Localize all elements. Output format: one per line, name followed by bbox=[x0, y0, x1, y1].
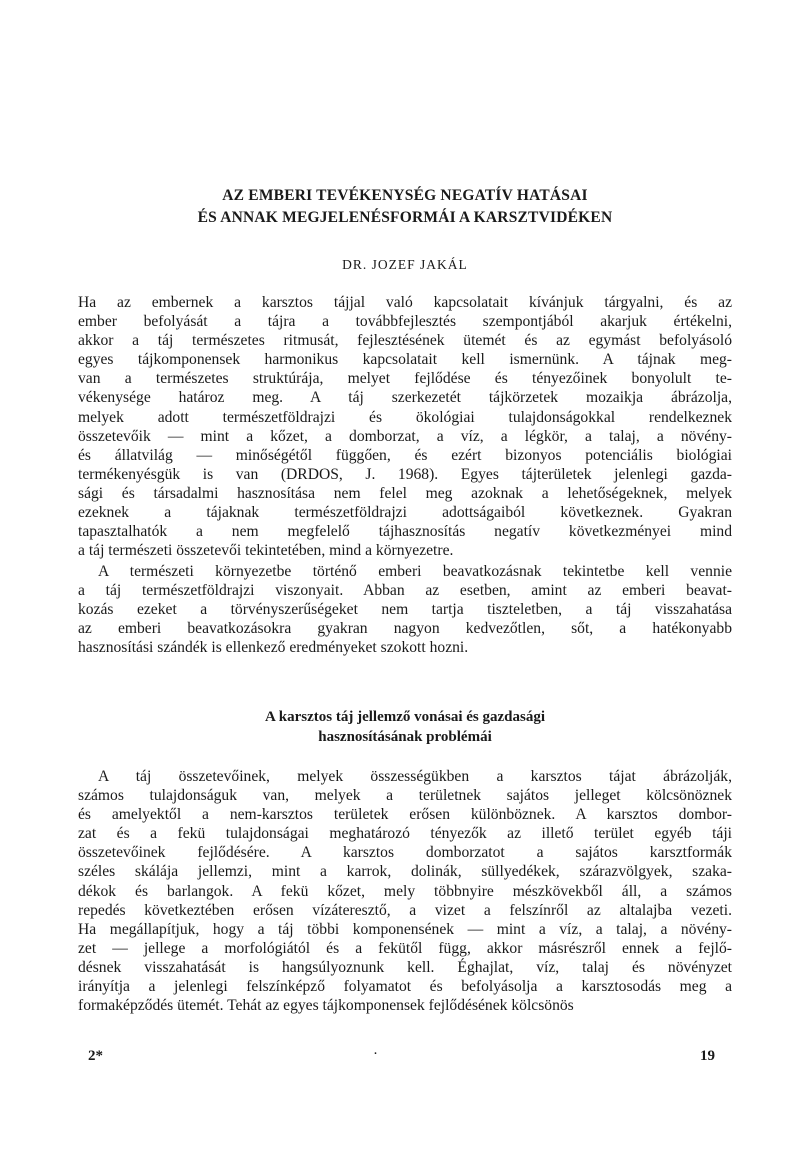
text-line: és amelyektől a nem-karsztos területek erősen különböznek. A karsztos dombor- bbox=[78, 806, 732, 824]
text-line: akkor a táj természetes ritmusát, fejlesztésének ütemét és az egymást befolyásoló bbox=[78, 332, 732, 350]
article-title-line-1: AZ EMBERI TEVÉKENYSÉG NEGATÍV HATÁSAI bbox=[222, 187, 588, 204]
text-line: Ha az embernek a karsztos tájjal való kapcsolatait kívánjuk tárgyalni, és az bbox=[78, 294, 732, 311]
text-line: összetevőik — mint a kőzet, a domborzat, a víz, a légkör, a talaj, a növény- bbox=[78, 427, 732, 445]
text-line: A táj összetevőinek, melyek összességükben a karsztos tájat ábrázolják, bbox=[98, 768, 732, 785]
text-line: vékenysége határoz meg. A táj szerkezetét tájkörzetek mozaikja ábrázolja, bbox=[78, 389, 732, 407]
paragraph-second bbox=[78, 562, 732, 657]
text-line: széles skálája jellemzi, mint a karrok, dolinák, süllyedékek, szárazvölgyek, szaka- bbox=[78, 863, 732, 881]
section-heading bbox=[78, 707, 732, 747]
text-line: a táj természetföldrajzi viszonyait. Abban az esetben, amint az emberi beavat- bbox=[78, 582, 732, 600]
article-title-line-2: ÉS ANNAK MEGJELENÉSFORMÁI A KARSZTVIDÉKEN bbox=[197, 209, 613, 226]
text-line: formaképződés ütemét. Tehát az egyes tájkomponensek fejlődésének kölcsönös bbox=[78, 997, 574, 1015]
text-line: Ha megállapítjuk, hogy a táj többi komponensének — mint a víz, a talaj, a növény- bbox=[78, 920, 732, 938]
page-number: 19 bbox=[700, 1048, 715, 1064]
section-heading-line-1: A karsztos táj jellemző vonásai és gazdasági bbox=[265, 709, 545, 725]
text-line: tapasztalhatók a nem megfelelő tájhasznosítás negatív következményei mind bbox=[78, 523, 732, 541]
section-heading-line-2: hasznosításának problémái bbox=[318, 729, 492, 745]
text-line: ezeknek a tájaknak természetföldrajzi adottságaiból következnek. Gyakran bbox=[78, 504, 732, 522]
text-line: A természeti környezetbe történő emberi beavatkozásnak tekintetbe kell vennie bbox=[98, 563, 732, 580]
text-line: dékok és barlangok. A fekü kőzet, mely többnyire mészkövekből áll, a számos bbox=[78, 882, 732, 900]
paragraph-intro bbox=[78, 293, 732, 560]
text-line: repedés következtében erősen vízáteresztő, a vizet a felszínről az altalajba vezeti. bbox=[78, 901, 732, 919]
text-line: egyes tájkomponensek harmonikus kapcsolatait kell ismernünk. A tájnak meg- bbox=[78, 351, 732, 369]
text-line: számos tulajdonságuk van, melyek a területnek sajátos jelleget kölcsönöznek bbox=[78, 787, 732, 805]
text-line: zat és a fekü tulajdonságai meghatározó tényezők az illető terület egyéb táji bbox=[78, 825, 732, 843]
text-line: az emberi beavatkozásokra gyakran nagyon kedvezőtlen, sőt, a hatékonyabb bbox=[78, 620, 732, 638]
text-line: a táj természeti összetevői tekintetében, mind a környezetre. bbox=[78, 542, 454, 560]
text-line: désnek visszahatását is hangsúlyoznunk kell. Éghajlat, víz, talaj és növényzet bbox=[78, 958, 732, 976]
text-line: összetevőinek fejlődésére. A karsztos domborzatot a sajátos karsztformák bbox=[78, 844, 732, 862]
author-name: DR. JOZEF JAKÁL bbox=[342, 257, 468, 272]
text-line: hasznosítási szándék is ellenkező eredményeket szokott hozni. bbox=[78, 639, 469, 657]
text-line: ember befolyását a tájra a továbbfejlesztés szempontjából akarjuk értékelni, bbox=[78, 313, 732, 331]
text-line: termékenyésgük is van (DRDOS, J. 1968). Egyes tájterületek jelenlegi gazda- bbox=[78, 465, 732, 483]
text-line: irányítja a jelenlegi felszínképző folyamatot és befolyásolja a karsztosodás meg a bbox=[78, 978, 732, 996]
text-line: kozás ezeket a törvényszerűségeket nem tartja tiszteletben, a táj visszahatása bbox=[78, 601, 732, 619]
text-line: van a természetes struktúrája, melyet fejlődése és tényezőinek bonyolult te- bbox=[78, 370, 732, 388]
text-line: zet — jellege a morfológiától és a fekütől függ, akkor másrészről ennek a fejlő- bbox=[78, 939, 732, 957]
signature-mark: 2* bbox=[88, 1048, 103, 1064]
paragraph-third bbox=[78, 767, 732, 1015]
text-line: melyek adott természetföldrajzi és ökológiai tulajdonságokkal rendelkeznek bbox=[78, 408, 732, 426]
footer-dot: · bbox=[373, 1046, 378, 1062]
text-line: és állatvilág — minőségétől függően, és ezért bizonyos potenciális biológiai bbox=[78, 446, 732, 464]
article-title bbox=[78, 185, 732, 229]
text-line: sági és társadalmi hasznosítása nem felel meg azoknak a lehetőségeknek, melyek bbox=[78, 484, 732, 502]
